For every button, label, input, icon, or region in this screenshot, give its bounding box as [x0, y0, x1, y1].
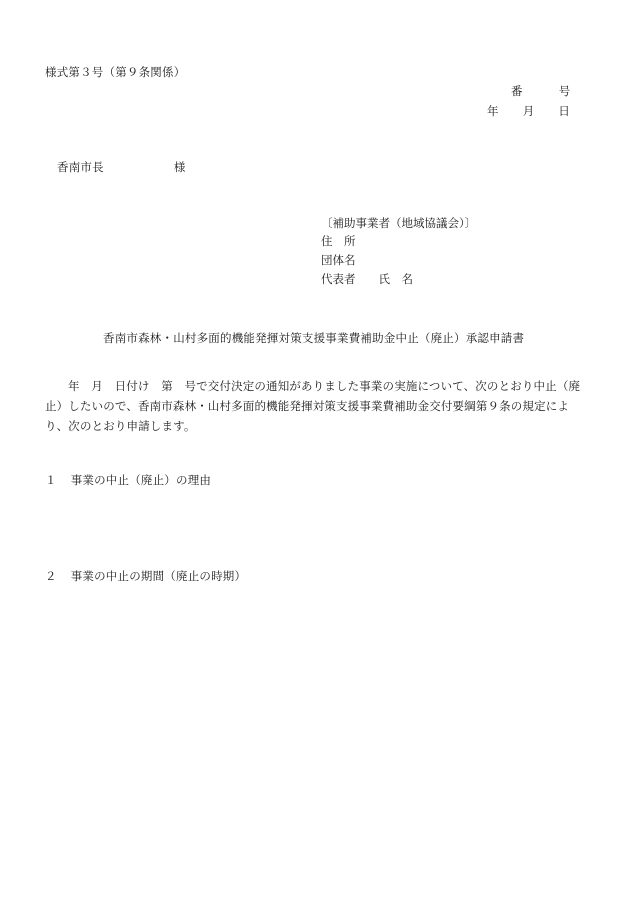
date-year-label: 年	[487, 104, 499, 118]
date-month-label: 月	[522, 104, 535, 118]
date-field	[487, 106, 570, 118]
section-item-1	[45, 475, 211, 487]
section-item-label: 事業の中止（廃止）の理由	[70, 473, 212, 487]
addressee-honorific: 様	[173, 160, 186, 174]
document-number-label-ban: 番	[511, 84, 523, 98]
date-day-label: 日	[558, 104, 571, 118]
section-item-number: ２	[45, 569, 57, 583]
applicant-address-label: 住 所	[321, 234, 356, 248]
section-item-label: 事業の中止の期間（廃止の時期）	[70, 569, 247, 583]
form-number: 様式第３号（第９条関係）	[45, 65, 186, 79]
document-body: 年 月 日付け 第 号で交付決定の通知がありました事業の実施について、次のとおり中止（廃止）したいので、香南市森林・山村多面的機能発揮対策支援事業費補助金交付要綱第９条の規定により、次のとおり申請します。	[45, 379, 581, 433]
addressee	[57, 162, 186, 174]
addressee-name: 香南市長	[57, 160, 104, 174]
applicant-heading: 〔補助事業者（地域協議会）〕	[321, 216, 477, 230]
document-number-label-go: 号	[558, 84, 571, 98]
section-item-number: １	[45, 473, 57, 487]
applicant-organization-label: 団体名	[321, 253, 356, 267]
document-title: 香南市森林・山村多面的機能発揮対策支援事業費補助金中止（廃止）承認申請書	[103, 331, 525, 345]
document-number-field	[511, 86, 570, 98]
section-item-2	[45, 571, 246, 583]
applicant-representative-label: 代表者 氏 名	[321, 272, 413, 286]
